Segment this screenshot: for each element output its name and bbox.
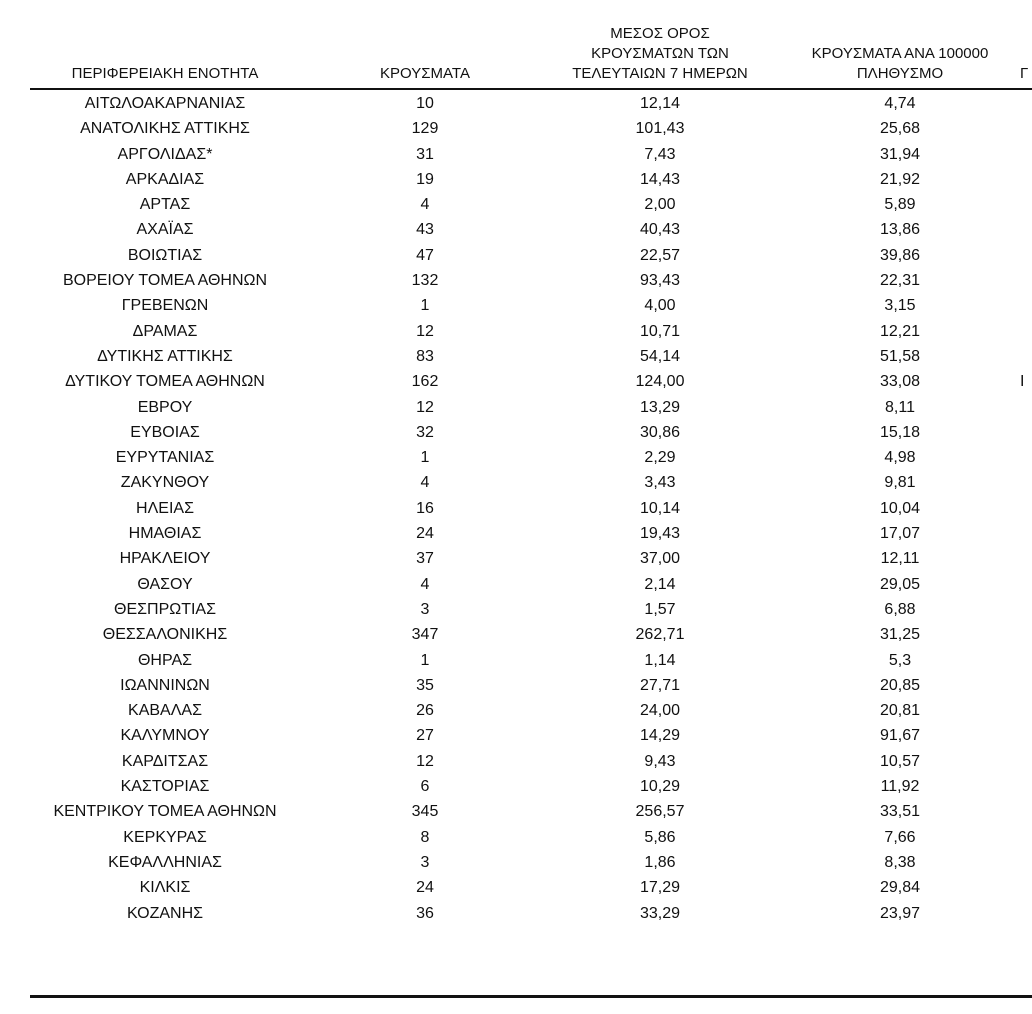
- cases-cell: 31: [416, 145, 434, 163]
- region-cell: ΑΡΚΑΔΙΑΣ: [125, 170, 205, 188]
- per-100k-cell: 5,3: [888, 651, 912, 669]
- cases-cell: 16: [416, 499, 434, 517]
- table-row: [0, 723, 1032, 748]
- per-100k-cell: 4,98: [884, 449, 916, 467]
- region-cell: ΑΡΤΑΣ: [139, 196, 191, 214]
- seven-day-average-cell: 54,14: [639, 347, 681, 365]
- seven-day-average-cell: 10,71: [639, 322, 681, 340]
- table-row: [0, 420, 1032, 445]
- header-avg-line-2: ΚΡΟΥΣΜΑΤΩΝ ΤΩΝ: [591, 45, 729, 62]
- table-row: [0, 319, 1032, 344]
- table-row: [0, 217, 1032, 242]
- header-region: [30, 64, 300, 84]
- seven-day-average-cell: 33,29: [639, 904, 681, 922]
- region-cell: ΓΡΕΒΕΝΩΝ: [121, 297, 209, 315]
- cases-cell: 36: [416, 904, 434, 922]
- table-bottom-border: [30, 995, 1032, 998]
- table-row: [0, 142, 1032, 167]
- per-100k-cell: 9,81: [884, 474, 916, 492]
- region-cell: ΔΡΑΜΑΣ: [132, 322, 198, 340]
- per-100k-cell: 12,11: [880, 550, 920, 568]
- per-100k-cell: 39,86: [879, 246, 921, 264]
- region-cell: ΕΥΒΟΙΑΣ: [130, 423, 200, 441]
- region-cell: ΑΧΑΪΑΣ: [136, 221, 194, 239]
- header-per100k-line-1: ΚΡΟΥΣΜΑΤΑ ΑΝΑ 100000: [811, 45, 989, 62]
- per-100k-cell: 6,88: [884, 600, 916, 618]
- table-row: [0, 470, 1032, 495]
- cases-cell: 19: [416, 170, 434, 188]
- per-100k-cell: 31,94: [879, 145, 921, 163]
- seven-day-average-cell: 2,29: [644, 449, 676, 467]
- seven-day-average-cell: 30,86: [639, 423, 681, 441]
- region-cell: ΑΝΑΤΟΛΙΚΗΣ ΑΤΤΙΚΗΣ: [80, 120, 250, 138]
- region-cell: ΘΗΡΑΣ: [137, 651, 193, 669]
- cases-cell: 27: [416, 727, 434, 745]
- seven-day-average-cell: 124,00: [635, 373, 685, 391]
- cases-cell: 12: [416, 322, 434, 340]
- header-avg-line-3: ΤΕΛΕΥΤΑΙΩΝ 7 ΗΜΕΡΩΝ: [572, 65, 748, 82]
- seven-day-average-cell: 2,14: [644, 575, 676, 593]
- per-100k-cell: 8,38: [884, 853, 916, 871]
- region-cell: ΚΙΛΚΙΣ: [139, 879, 191, 897]
- cases-cell: 1: [420, 449, 430, 467]
- cases-cell: 6: [420, 778, 430, 796]
- per-100k-cell: 7,66: [884, 828, 916, 846]
- cases-cell: 32: [416, 423, 434, 441]
- per-100k-cell: 22,31: [879, 272, 921, 290]
- per-100k-cell: 29,05: [879, 575, 921, 593]
- cases-cell: 8: [420, 828, 430, 846]
- seven-day-average-cell: 101,43: [635, 120, 685, 138]
- table-row: [0, 673, 1032, 698]
- seven-day-average-cell: 27,71: [639, 676, 681, 694]
- region-cell: ΚΑΡΔΙΤΣΑΣ: [121, 752, 209, 770]
- region-cell: ΚΕΝΤΡΙΚΟΥ ΤΟΜΕΑ ΑΘΗΝΩΝ: [53, 803, 277, 821]
- seven-day-average-cell: 262,71: [635, 626, 685, 644]
- table-row: [0, 799, 1032, 824]
- region-cell: ΖΑΚΥΝΘΟΥ: [120, 474, 210, 492]
- seven-day-average-cell: 17,29: [639, 879, 681, 897]
- table-row: [0, 774, 1032, 799]
- per-100k-cell: 33,08: [879, 373, 921, 391]
- cases-cell: 1: [420, 297, 430, 315]
- seven-day-average-cell: 10,29: [639, 778, 681, 796]
- per-100k-cell: 23,97: [879, 904, 921, 922]
- per-100k-cell: 21,92: [879, 170, 921, 188]
- table-row: [0, 395, 1032, 420]
- header-cases-label: ΚΡΟΥΣΜΑΤΑ: [380, 65, 470, 82]
- region-cell: ΔΥΤΙΚΗΣ ΑΤΤΙΚΗΣ: [97, 347, 233, 365]
- cases-cell: 43: [416, 221, 434, 239]
- cases-cell: 12: [416, 398, 434, 416]
- region-cell: ΒΟΙΩΤΙΑΣ: [127, 246, 203, 264]
- seven-day-average-cell: 4,00: [644, 297, 676, 315]
- table-row: [0, 268, 1032, 293]
- header-per100k-line-2: ΠΛΗΘΥΣΜΟ: [856, 65, 944, 82]
- per-100k-cell: 12,21: [879, 322, 921, 340]
- cases-cell: 4: [420, 474, 430, 492]
- cases-cell: 132: [411, 272, 439, 290]
- table-row: [0, 850, 1032, 875]
- region-cell: ΘΑΣΟΥ: [137, 575, 193, 593]
- cases-cell: 345: [411, 803, 439, 821]
- table-row: [0, 825, 1032, 850]
- table-row: [0, 496, 1032, 521]
- table-body: [0, 91, 1032, 926]
- cases-cell: 4: [420, 575, 430, 593]
- region-cell: ΚΑΒΑΛΑΣ: [128, 702, 202, 720]
- region-cell: ΚΑΛΥΜΝΟΥ: [120, 727, 210, 745]
- region-cell: ΗΜΑΘΙΑΣ: [128, 525, 202, 543]
- per-100k-cell: 8,11: [885, 398, 915, 416]
- table-row: [0, 293, 1032, 318]
- region-cell: ΚΟΖΑΝΗΣ: [126, 904, 204, 922]
- header-cutoff-column: [1020, 64, 1032, 84]
- region-cell: ΕΥΡΥΤΑΝΙΑΣ: [115, 449, 215, 467]
- header-avg-line-1: ΜΕΣΟΣ ΟΡΟΣ: [610, 25, 710, 42]
- table-row: [0, 445, 1032, 470]
- per-100k-cell: 11,92: [880, 778, 920, 796]
- per-100k-cell: 20,85: [879, 676, 921, 694]
- cases-cell: 37: [416, 550, 434, 568]
- header-region-label: ΠΕΡΙΦΕΡΕΙΑΚΗ ΕΝΟΤΗΤΑ: [71, 65, 259, 82]
- cases-cell: 3: [420, 600, 430, 618]
- region-cell: ΙΩΑΝΝΙΝΩΝ: [120, 676, 210, 694]
- per-100k-cell: 91,67: [879, 727, 921, 745]
- cases-cell: 26: [416, 702, 434, 720]
- seven-day-average-cell: 2,00: [644, 196, 676, 214]
- per-100k-cell: 33,51: [879, 803, 921, 821]
- table-row: [0, 91, 1032, 116]
- region-cell: ΗΛΕΙΑΣ: [136, 499, 194, 517]
- region-cell: ΘΕΣΠΡΩΤΙΑΣ: [114, 600, 216, 618]
- seven-day-average-cell: 40,43: [639, 221, 681, 239]
- seven-day-average-cell: 12,14: [639, 95, 681, 112]
- per-100k-cell: 13,86: [879, 221, 921, 239]
- seven-day-average-cell: 256,57: [635, 803, 685, 821]
- seven-day-average-cell: 14,29: [639, 727, 681, 745]
- per-100k-cell: 10,04: [879, 499, 921, 517]
- table-row: [0, 572, 1032, 597]
- per-100k-cell: 31,25: [879, 626, 921, 644]
- per-100k-cell: 3,15: [884, 297, 916, 315]
- seven-day-average-cell: 1,14: [644, 651, 676, 669]
- table-row: [0, 597, 1032, 622]
- cases-cell: 12: [416, 752, 434, 770]
- cases-cell: 24: [416, 525, 434, 543]
- seven-day-average-cell: 1,57: [644, 600, 676, 618]
- table-row: [0, 648, 1032, 673]
- cases-cell: 1: [420, 651, 430, 669]
- per-100k-cell: 5,89: [884, 196, 916, 214]
- seven-day-average-cell: 13,29: [639, 398, 681, 416]
- per-100k-cell: 20,81: [879, 702, 921, 720]
- table-row: [0, 369, 1032, 394]
- cases-cell: 3: [420, 853, 430, 871]
- seven-day-average-cell: 1,86: [644, 853, 676, 871]
- seven-day-average-cell: 19,43: [639, 525, 681, 543]
- per-100k-cell: 4,74: [884, 95, 916, 112]
- region-cell: ΑΡΓΟΛΙΔΑΣ*: [117, 145, 213, 163]
- seven-day-average-cell: 14,43: [639, 170, 681, 188]
- region-cell: ΑΙΤΩΛΟΑΚΑΡΝΑΝΙΑΣ: [84, 95, 246, 112]
- per-100k-cell: 25,68: [879, 120, 921, 138]
- table-row: [0, 546, 1032, 571]
- table-row: [0, 875, 1032, 900]
- cases-cell: 10: [416, 95, 434, 112]
- header-divider: [30, 88, 1032, 90]
- seven-day-average-cell: 93,43: [639, 272, 681, 290]
- seven-day-average-cell: 5,86: [644, 828, 676, 846]
- header-cases-per-100k: [780, 44, 1020, 84]
- per-100k-cell: 17,07: [879, 525, 921, 543]
- seven-day-average-cell: 7,43: [644, 145, 676, 163]
- table-row: [0, 243, 1032, 268]
- seven-day-average-cell: 9,43: [644, 752, 676, 770]
- seven-day-average-cell: 10,14: [639, 499, 681, 517]
- per-100k-cell: 29,84: [879, 879, 921, 897]
- seven-day-average-cell: 24,00: [639, 702, 681, 720]
- seven-day-average-cell: 3,43: [644, 474, 676, 492]
- cases-cell: 347: [411, 626, 439, 644]
- table-row: [0, 698, 1032, 723]
- cases-cell: 47: [416, 246, 434, 264]
- cutoff-cell: Ι: [1020, 373, 1025, 391]
- cases-cell: 24: [416, 879, 434, 897]
- seven-day-average-cell: 22,57: [639, 246, 681, 264]
- region-cell: ΚΑΣΤΟΡΙΑΣ: [120, 778, 210, 796]
- region-cell: ΘΕΣΣΑΛΟΝΙΚΗΣ: [102, 626, 228, 644]
- table-row: [0, 749, 1032, 774]
- cases-cell: 162: [411, 373, 439, 391]
- table-row: [0, 622, 1032, 647]
- region-cell: ΒΟΡΕΙΟΥ ΤΟΜΕΑ ΑΘΗΝΩΝ: [62, 272, 268, 290]
- cases-cell: 35: [416, 676, 434, 694]
- cases-cell: 4: [420, 196, 430, 214]
- cases-cell: 83: [416, 347, 434, 365]
- region-cell: ΚΕΡΚΥΡΑΣ: [123, 828, 207, 846]
- region-cell: ΗΡΑΚΛΕΙΟΥ: [119, 550, 211, 568]
- seven-day-average-cell: 37,00: [639, 550, 681, 568]
- table-row: [0, 344, 1032, 369]
- cases-cell: 129: [411, 120, 439, 138]
- header-cases: [365, 64, 485, 84]
- per-100k-cell: 10,57: [879, 752, 921, 770]
- header-seven-day-average: [540, 24, 780, 84]
- per-100k-cell: 51,58: [879, 347, 921, 365]
- region-cell: ΕΒΡΟΥ: [137, 398, 193, 416]
- table-row: [0, 116, 1032, 141]
- per-100k-cell: 15,18: [879, 423, 921, 441]
- header-cutoff-label: Γ: [1020, 65, 1029, 82]
- table-row: [0, 192, 1032, 217]
- table-row: [0, 167, 1032, 192]
- table-row: [0, 521, 1032, 546]
- region-cell: ΔΥΤΙΚΟΥ ΤΟΜΕΑ ΑΘΗΝΩΝ: [65, 373, 265, 391]
- table-row: [0, 901, 1032, 926]
- region-cell: ΚΕΦΑΛΛΗΝΙΑΣ: [108, 853, 222, 871]
